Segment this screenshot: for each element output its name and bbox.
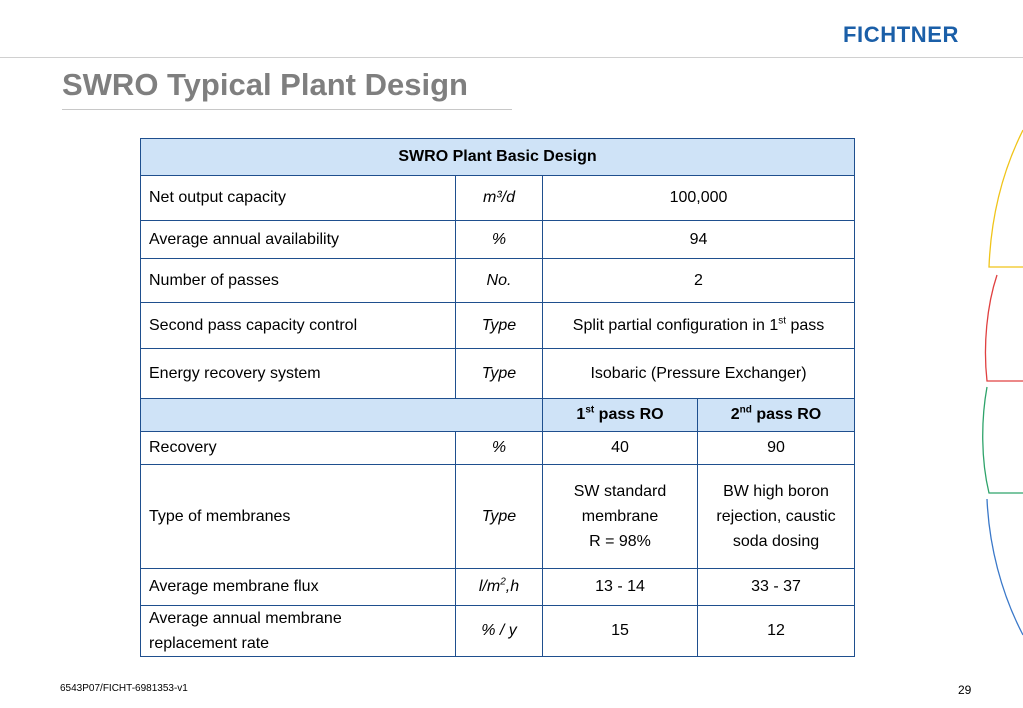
value-cell: 94 — [543, 221, 855, 259]
param-cell: Average annual availability — [141, 221, 456, 259]
value-cell — [543, 303, 855, 349]
pass-1-header: 1st pass RO — [543, 399, 698, 432]
blue-arc — [987, 499, 1023, 635]
param-cell: Recovery — [141, 432, 456, 465]
value-text: Split partial configuration in 1 — [572, 316, 779, 334]
table-row — [141, 465, 855, 569]
yellow-arc — [989, 130, 1023, 267]
pass-1-value: 13 - 14 — [543, 569, 698, 606]
pass-2-value: 12 — [698, 606, 855, 657]
param-cell: Average membrane flux — [141, 569, 456, 606]
pass-header-row — [141, 399, 855, 432]
table-row — [141, 221, 855, 259]
red-arc — [985, 275, 1023, 381]
table-title: SWRO Plant Basic Design — [141, 139, 855, 176]
param-cell: Type of membranes — [141, 465, 456, 569]
unit-cell: Type — [456, 303, 543, 349]
superscript: st — [778, 315, 786, 327]
value-text: pass — [786, 316, 825, 334]
pass-2-header: 2nd pass RO — [698, 399, 855, 432]
unit-cell: Type — [456, 349, 543, 399]
unit-cell: % / y — [456, 606, 543, 657]
value-cell: Isobaric (Pressure Exchanger) — [543, 349, 855, 399]
param-cell: Average annual membrane replacement rate — [141, 606, 456, 657]
green-arc — [983, 387, 1023, 493]
document-id: 6543P07/FICHT-6981353-v1 — [60, 683, 188, 694]
pass-2-value: 90 — [698, 432, 855, 465]
param-cell: Number of passes — [141, 259, 456, 303]
table-row — [141, 606, 855, 657]
table-row — [141, 303, 855, 349]
unit-cell: % — [456, 221, 543, 259]
page-number: 29 — [958, 683, 972, 697]
unit-cell: m³/d — [456, 176, 543, 221]
value-cell: 2 — [543, 259, 855, 303]
param-cell: Energy recovery system — [141, 349, 456, 399]
page-title: SWRO Typical Plant Design — [62, 67, 468, 102]
param-cell: Net output capacity — [141, 176, 456, 221]
table-row — [141, 432, 855, 465]
table-row — [141, 176, 855, 221]
table-row — [141, 259, 855, 303]
pass-2-value: 33 - 37 — [698, 569, 855, 606]
title-underline — [62, 109, 512, 110]
table-row — [141, 349, 855, 399]
plant-design-table — [140, 138, 855, 657]
pass-1-value: 15 — [543, 606, 698, 657]
unit-cell: Type — [456, 465, 543, 569]
value-cell: 100,000 — [543, 176, 855, 221]
unit-cell: % — [456, 432, 543, 465]
unit-cell: No. — [456, 259, 543, 303]
fichtner-logo: FICHTNER — [843, 22, 960, 47]
decorative-arcs — [975, 125, 1023, 645]
pass-2-value: BW high boron rejection, caustic soda dosing — [698, 465, 855, 569]
pass-1-value: SW standard membrane R = 98% — [543, 465, 698, 569]
table-header-row — [141, 139, 855, 176]
table-row — [141, 569, 855, 606]
pass-1-value: 40 — [543, 432, 698, 465]
unit-cell: $l/m^2,h$ — [456, 569, 543, 606]
empty-header-cell — [141, 399, 543, 432]
param-cell: Second pass capacity control — [141, 303, 456, 349]
header-divider — [0, 57, 1023, 58]
